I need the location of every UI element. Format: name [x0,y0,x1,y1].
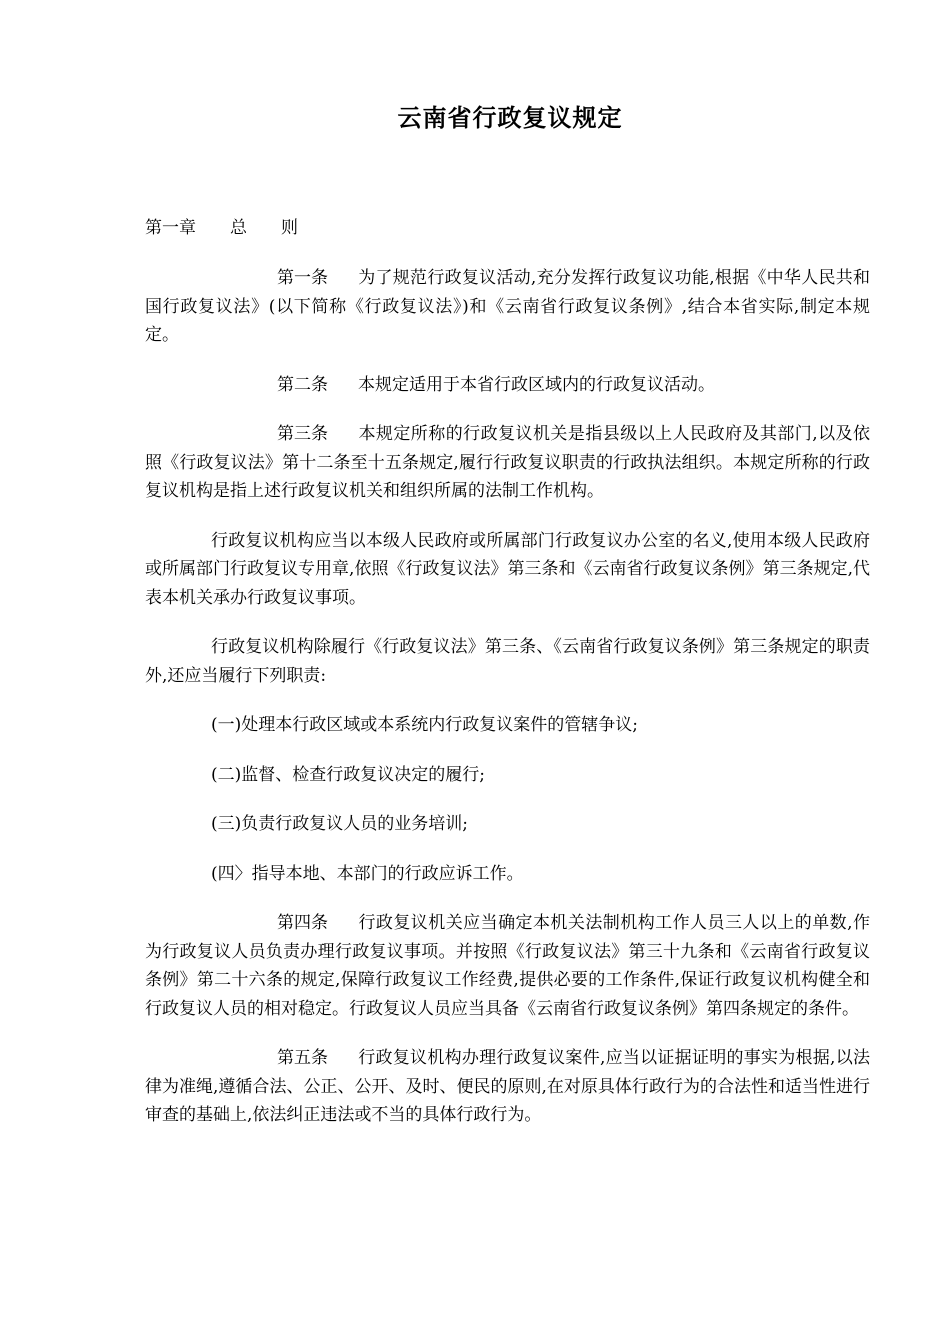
article-number: 第二条 [277,374,328,395]
duty-item-3: (三)负责行政复议人员的业务培训; [211,814,468,834]
article-number: 第三条 [277,424,328,444]
article-3-paragraph-3: 行政复议机构除履行《行政复议法》第三条、《云南省行政复议条例》第三条规定的职责外,还应当履行下列职责: [145,637,870,686]
article-3-paragraph-2: 行政复议机构应当以本级人民政府或所属部门行政复议办公室的名义,使用本级人民政府或所属部门行政复议专用章,依照《行政复议法》第三条和《云南省行政复议条例》第三条规定,代表本机关承办行政复议事项。 [145,530,870,608]
chapter-label: 第一章 [145,218,196,238]
document-title: 云南省行政复议规定 [397,104,623,132]
document-body [145,264,870,1151]
duty-item-4: (四〉指导本地、本部门的行政应诉工作。 [211,863,524,884]
duty-item-2: (二)监督、检查行政复议决定的履行; [211,764,485,785]
article-number: 第一条 [277,268,328,288]
article-text: 本规定所称的行政复议机关是指县级以上人民政府及其部门,以及依照《行政复议法》第十二条至十五条规定,履行行政复议职责的行政执法组织。本规定所称的行政复议机构是指上述行政复议机关和组织所属的法制工作机构。 [145,424,870,501]
article-text: 为了规范行政复议活动,充分发挥行政复议功能,根据《中华人民共和国行政复议法》(以下简称《行政复议法》)和《云南省行政复议条例》,结合本省实际,制定本规定。 [145,268,870,345]
article-number: 第四条 [277,913,328,933]
article-4 [145,909,870,1023]
chapter-heading [145,214,298,242]
article-1 [145,264,870,350]
article-text: 行政复议机构办理行政复议案件,应当以证据证明的事实为根据,以法律为准绳,遵循合法、公正、公开、及时、便民的原则,在对原具体行政行为的合法性和适当性进行审查的基础上,依法纠正违法或不当的具体行政行为。 [145,1048,870,1125]
chapter-name: 总 则 [230,218,298,238]
article-2 [145,371,870,400]
article-3 [145,420,870,506]
article-number: 第五条 [277,1048,328,1068]
duty-item-1: (一)处理本行政区域或本系统内行政复议案件的管辖争议; [211,715,638,735]
article-text: 行政复议机关应当确定本机关法制机构工作人员三人以上的单数,作为行政复议人员负责办理行政复议事项。并按照《行政复议法》第三十九条和《云南省行政复议 条例》第二十六条的规定,保障行政复议工作经费,提供必要的工作条件,保证行政复议机构健全和行政复议人员的相对稳定。行政复议人员应当具备《云南省行政复议条例》第四条规定的条件。 [145,913,870,1019]
article-5 [145,1044,870,1130]
article-text: 本规定适用于本省行政区域内的行政复议活动。 [358,374,715,395]
